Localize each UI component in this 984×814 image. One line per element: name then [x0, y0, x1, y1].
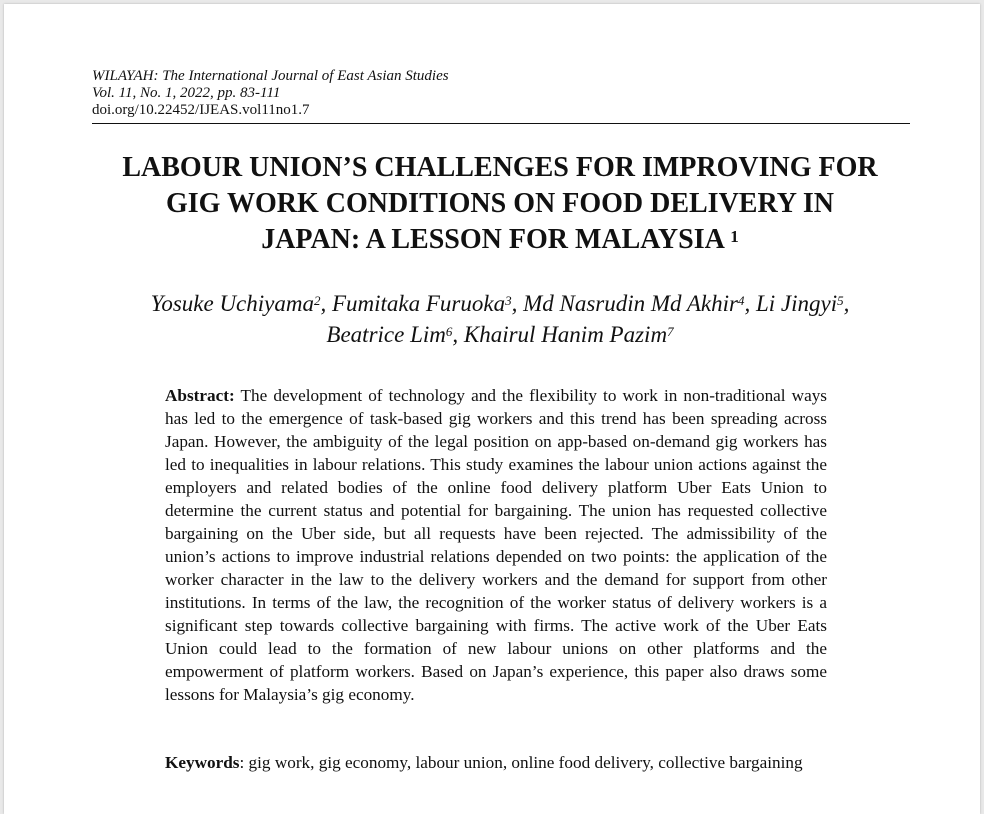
journal-doi: doi.org/10.22452/IJEAS.vol11no1.7 [92, 102, 310, 118]
author: Beatrice Lim$^6$, [326, 322, 464, 347]
journal-volume: Vol. 11, No. 1, 2022, pp. 83-111 [92, 85, 281, 101]
author: Li Jingyi$^5$, [755, 291, 850, 316]
keywords-text: : gig work, gig economy, labour union, online food delivery, collective bargaining [239, 753, 803, 772]
author: Md Nasrudin Md Akhir$^4$, [523, 291, 756, 316]
abstract-label: Abstract: [165, 386, 235, 405]
journal-name: WILAYAH: The International Journal of East Asian Studies [92, 68, 449, 84]
author: Yosuke Uchiyama$^2$, [150, 291, 332, 316]
paper-title [84, 150, 916, 258]
paper-page [4, 4, 980, 814]
title-footnote-marker: 1 [730, 227, 739, 246]
abstract [165, 384, 827, 706]
title-line-2: GIG WORK CONDITIONS ON FOOD DELIVERY IN [166, 188, 834, 219]
title-line-1: LABOUR UNION’S CHALLENGES FOR IMPROVING FOR [122, 152, 878, 183]
title-line-3: JAPAN: A LESSON FOR MALAYSIA [261, 224, 724, 255]
author: Fumitaka Furuoka$^3$, [331, 291, 524, 316]
author: Khairul Hanim Pazim$^7$ [463, 322, 674, 347]
keywords [165, 751, 827, 774]
author-list [114, 288, 886, 350]
keywords-label: Keywords [165, 753, 240, 772]
abstract-text: The development of technology and the flexibility to work in non-traditional ways has led to the emergence of task-based gig workers and this trend has been spreading across Japan. However, the ambiguity of the legal position on app-based on-demand gig workers has led to inequalities in labour relations. This study examines the labour union actions against the employers and related bodies of the online food delivery platform Uber Eats Union to determine the current status and potential for bargaining. The union has requested collective bargaining on the Uber side, but all requests have been rejected. The admissibility of the union’s actions to improve industrial relations depended on two points: the application of the worker character in the law to the delivery workers and the demand for support from other institutions. In terms of the law, the recognition of the worker status of delivery workers is a significant step towards collective bargaining with firms. The active work of the Uber Eats Union could lead to the formation of new labour unions on other platforms and the empowerment of platform workers. Based on Japan’s experience, this paper also draws some lessons for Malaysia’s gig economy. [165, 386, 827, 704]
journal-header [92, 68, 910, 124]
